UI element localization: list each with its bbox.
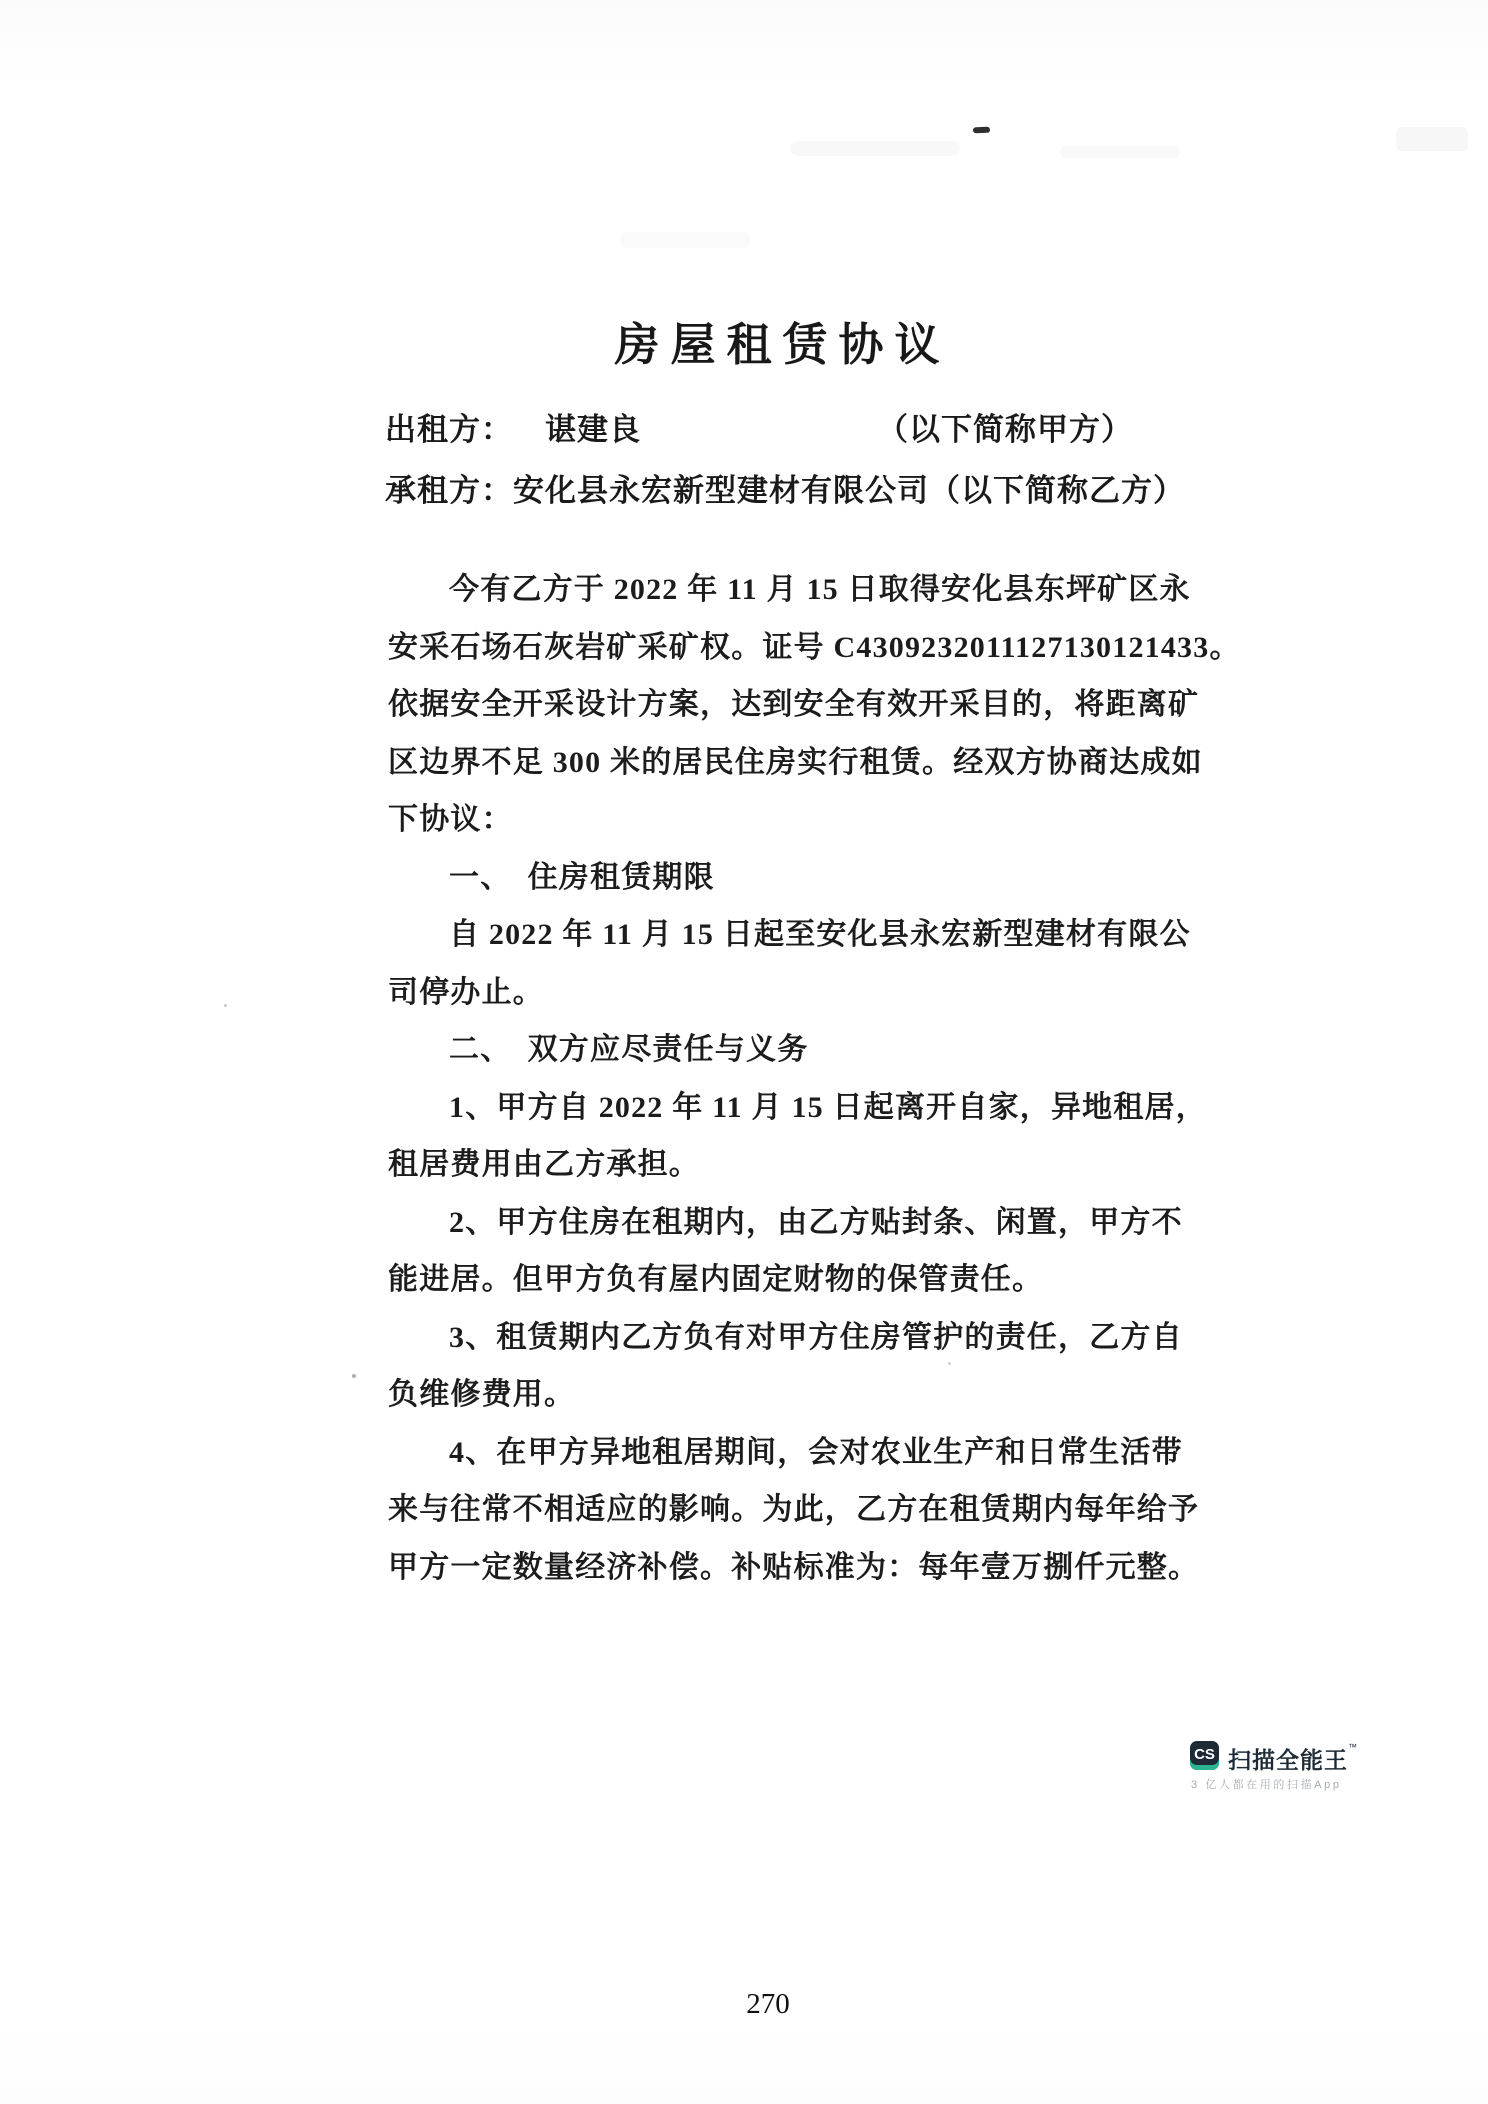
document-line: 依据安全开采设计方案，达到安全有效开采目的，将距离矿 [388,688,1200,721]
trademark-symbol: ™ [1348,1742,1358,1752]
document-line: 3、租赁期内乙方负有对甲方住房管护的责任，乙方自 [449,1320,1183,1354]
document-line: 4、在甲方异地租居期间，会对农业生产和日常生活带 [449,1435,1183,1469]
document-line: 1、甲方自 2022 年 11 月 15 日起离开自家，异地租居， [449,1090,1207,1124]
document-line: 今有乙方于 2022 年 11 月 15 日取得安化县东坪矿区永 [449,573,1191,606]
document-body [388,561,1241,1596]
document-line: 自 2022 年 11 月 15 日起至安化县永宏新型建材有限公 [449,918,1191,951]
party-name: 谌建良 [545,412,641,447]
scan-artifact-speck [224,1004,227,1007]
scan-artifact-speck [352,1374,356,1378]
document-line: 二、 双方应尽责任与义务 [449,1033,809,1066]
camscanner-app-icon [1190,1741,1219,1770]
party-alias: （以下简称乙方） [929,473,1185,508]
document-line: 区边界不足 300 米的居民住房实行租赁。经双方协商达成如 [388,745,1203,779]
page-number: 270 [746,1988,790,2020]
scan-artifact-dash [973,127,990,134]
camscanner-watermark [1190,1739,1410,1799]
document-line: 安采石场石灰岩矿采矿权。证号 C4309232011127130121433。 [388,630,1241,664]
scan-artifact-smudge [1396,127,1468,151]
document-title: 房屋租赁协议 [614,320,951,370]
document-line: 能进居。但甲方负有屋内固定财物的保管责任。 [388,1263,1044,1296]
camscanner-tagline: 3 亿人都在用的扫描App [1191,1779,1342,1791]
scan-artifact-smudge [620,232,750,248]
party-name: 安化县永宏新型建材有限公司 [513,473,929,508]
party-line [385,396,1133,457]
document-line: 一、 住房租赁期限 [449,860,715,894]
document-line: 司停办止。 [388,975,544,1009]
camscanner-app-name: 扫描全能王™ [1228,1742,1358,1773]
scan-artifact-smudge [1060,146,1180,158]
document-line: 负维修费用。 [388,1378,576,1411]
parties-block [385,396,1185,518]
party-line [385,457,1185,518]
party-label: 承租方： [385,473,513,508]
camscanner-initials: CS [1194,1746,1215,1763]
party-label: 出租方： [385,412,513,447]
document-line: 2、甲方住房在租期内，由乙方贴封条、闲置，甲方不 [449,1205,1183,1239]
document-line: 下协议： [388,803,513,836]
party-alias: （以下简称甲方） [877,412,1133,447]
document-line: 来与往常不相适应的影响。为此，乙方在租赁期内每年给予 [388,1493,1200,1526]
scan-artifact-smudge [790,141,960,156]
document-line: 甲方一定数量经济补偿。补贴标准为：每年壹万捌仟元整。 [388,1550,1200,1584]
document-line: 租居费用由乙方承担。 [388,1148,700,1181]
